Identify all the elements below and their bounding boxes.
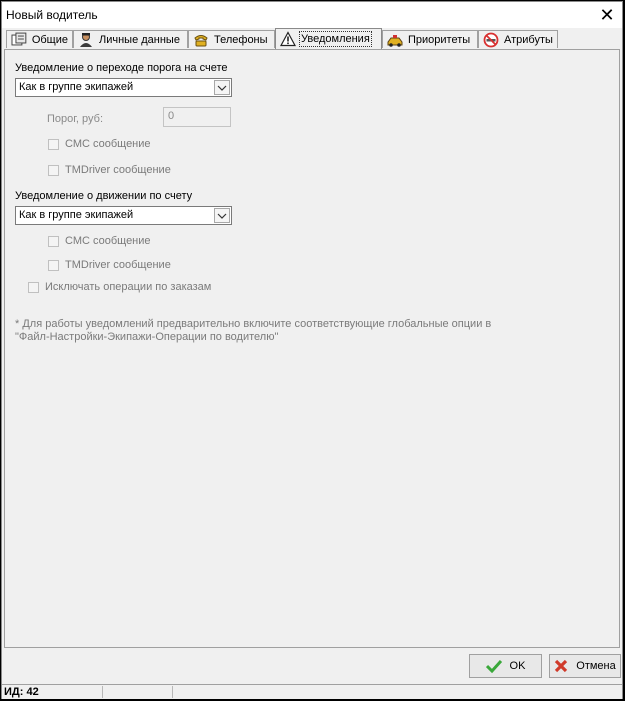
tab-general-label: Общие [31, 33, 68, 46]
movement-mode-select[interactable] [15, 206, 232, 225]
priority-icon [387, 32, 403, 48]
tab-attributes-label: Атрибуты [504, 33, 553, 46]
cancel-button[interactable] [549, 654, 621, 678]
checkbox-box[interactable] [28, 282, 39, 293]
tab-general[interactable] [6, 30, 73, 48]
exclude-orders-label: Исключать операции по заказам [45, 281, 212, 293]
checkbox-box[interactable] [48, 236, 59, 247]
threshold-mode-select[interactable] [15, 78, 232, 97]
settings-note [15, 318, 491, 344]
checkbox-box[interactable] [48, 260, 59, 271]
title-bar [2, 2, 622, 28]
check-icon [486, 659, 502, 673]
cancel-label: Отмена [576, 660, 616, 672]
close-button[interactable] [594, 3, 620, 27]
threshold-tmdriver-label: TMDriver сообщение [65, 164, 171, 176]
status-bar [2, 684, 622, 699]
threshold-tmdriver-checkbox[interactable] [48, 164, 171, 176]
dialog-window [1, 1, 623, 699]
threshold-mode-value: Как в группе экипажей [19, 81, 134, 93]
tab-attributes[interactable] [478, 30, 558, 48]
movement-mode-value: Как в группе экипажей [19, 209, 134, 221]
notifications-page [4, 49, 620, 648]
tab-personal-label: Личные данные [99, 33, 180, 46]
status-id: ИД: 42 [4, 686, 39, 698]
threshold-label: Порог, руб: [47, 113, 104, 125]
tab-priorities[interactable] [382, 30, 478, 48]
warning-icon [280, 31, 296, 47]
status-separator [102, 686, 103, 698]
tab-strip [4, 28, 620, 50]
chevron-down-icon[interactable] [214, 80, 230, 95]
movement-tmdriver-checkbox[interactable] [48, 259, 171, 271]
note-line-1: * Для работы уведомлений предварительно включите соответствующие глобальные опции в [15, 318, 492, 330]
tab-phones[interactable] [188, 30, 275, 48]
person-icon [78, 32, 94, 48]
threshold-group-label: Уведомление о переходе порога на счете [15, 62, 228, 74]
cancel-x-icon [554, 659, 568, 673]
chevron-down-icon[interactable] [214, 208, 230, 223]
checkbox-box[interactable] [48, 139, 59, 150]
ok-button[interactable] [469, 654, 542, 678]
tab-notifications-label: Уведомления [301, 33, 370, 45]
phone-icon [193, 32, 209, 48]
general-icon [11, 32, 27, 48]
threshold-input[interactable]: 0 [163, 107, 231, 127]
close-icon: ✕ [599, 5, 615, 25]
tab-personal[interactable] [73, 30, 188, 48]
threshold-sms-label: СМС сообщение [65, 138, 151, 150]
movement-tmdriver-label: TMDriver сообщение [65, 259, 171, 271]
window-title: Новый водитель [6, 8, 98, 22]
tab-phones-label: Телефоны [214, 33, 268, 46]
tab-notifications[interactable] [275, 28, 382, 49]
exclude-orders-checkbox[interactable] [28, 281, 211, 293]
tab-priorities-label: Приоритеты [408, 33, 471, 46]
note-line-2: "Файл-Настройки-Экипажи-Операции по водителю" [15, 331, 279, 343]
checkbox-box[interactable] [48, 165, 59, 176]
movement-group-label: Уведомление о движении по счету [15, 190, 193, 202]
movement-sms-label: СМС сообщение [65, 235, 151, 247]
movement-sms-checkbox[interactable] [48, 235, 151, 247]
status-separator [172, 686, 173, 698]
ok-label: OK [509, 660, 526, 672]
button-bar [2, 650, 622, 684]
attributes-icon [483, 32, 499, 48]
threshold-sms-checkbox[interactable] [48, 138, 151, 150]
